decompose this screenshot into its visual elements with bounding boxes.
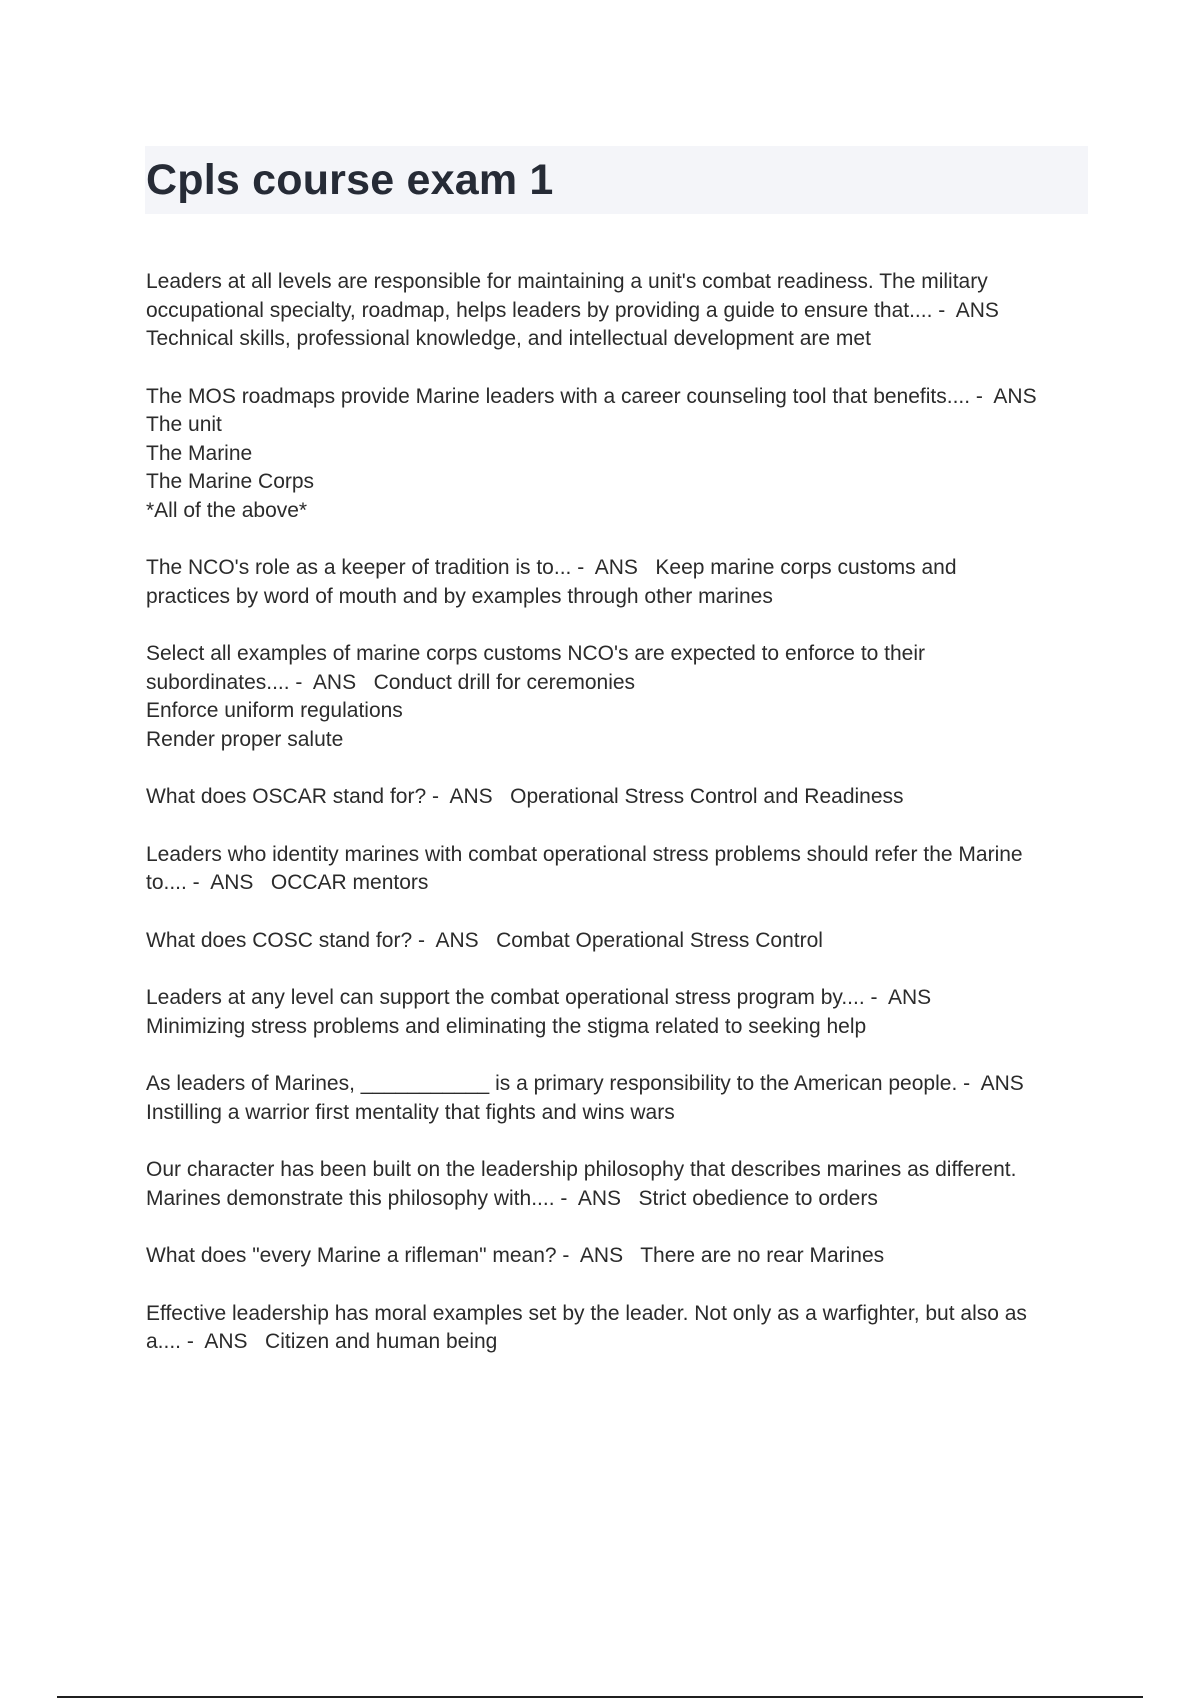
qa-line: Minimizing stress problems and eliminating the stigma related to seeking help (146, 1014, 867, 1038)
qa-line: subordinates.... - ANS Conduct drill for ceremonies (146, 670, 636, 694)
qa-item (146, 1070, 1096, 1127)
qa-item (146, 841, 1096, 898)
qa-line: What does COSC stand for? - ANS Combat Operational Stress Control (146, 928, 823, 952)
qa-line: What does OSCAR stand for? - ANS Operational Stress Control and Readiness (146, 785, 904, 808)
qa-item (146, 640, 1096, 754)
qa-item (146, 1242, 1096, 1271)
qa-item (146, 1156, 1096, 1213)
qa-line: *All of the above* (146, 498, 308, 522)
qa-line: a.... - ANS Citizen and human being (146, 1330, 498, 1353)
qa-line: The MOS roadmaps provide Marine leaders with a career counseling tool that benefits.... - ANS (146, 384, 1037, 408)
qa-line: Select all examples of marine corps customs NCO's are expected to enforce to their (146, 642, 926, 665)
qa-line: What does "every Marine a rifleman" mean? - ANS There are no rear Marines (146, 1244, 885, 1267)
qa-item (146, 1300, 1096, 1357)
qa-line: The NCO's role as a keeper of tradition is to... - ANS Keep marine corps customs and (146, 556, 957, 579)
qa-line: The Marine (146, 441, 253, 465)
qa-line: Our character has been built on the leadership philosophy that describes marines as different. (146, 1158, 1017, 1181)
qa-line: As leaders of Marines, ___________ is a primary responsibility to the American people. - ANS (146, 1072, 1024, 1095)
qa-item (146, 268, 1096, 354)
qa-list (146, 268, 1096, 1386)
qa-line: Leaders at any level can support the combat operational stress program by.... - ANS (146, 986, 932, 1009)
qa-line: The unit (146, 413, 222, 436)
qa-item (146, 554, 1096, 611)
qa-line: Instilling a warrior first mentality that fights and wins wars (146, 1100, 675, 1124)
qa-item (146, 783, 1096, 812)
title-banner (145, 146, 1088, 214)
qa-line: Leaders at all levels are responsible for maintaining a unit's combat readiness. The military (146, 270, 988, 293)
qa-line: Marines demonstrate this philosophy with.... - ANS Strict obedience to orders (146, 1186, 878, 1210)
qa-line: occupational specialty, roadmap, helps leaders by providing a guide to ensure that.... - ANS (146, 298, 999, 322)
qa-line: Effective leadership has moral examples set by the leader. Not only as a warfighter, but also as (146, 1301, 1027, 1325)
qa-line: practices by word of mouth and by examples through other marines (146, 584, 773, 608)
qa-line: Render proper salute (146, 727, 344, 751)
qa-line: Enforce uniform regulations (146, 699, 403, 722)
qa-item (146, 383, 1096, 526)
footer-divider (57, 1696, 1143, 1698)
document-title: Cpls course exam 1 (146, 155, 554, 204)
qa-line: The Marine Corps (146, 470, 315, 493)
qa-item (146, 927, 1096, 956)
qa-line: Technical skills, professional knowledge, and intellectual development are met (146, 327, 871, 350)
qa-line: to.... - ANS OCCAR mentors (146, 871, 429, 894)
qa-item (146, 984, 1096, 1041)
qa-line: Leaders who identity marines with combat operational stress problems should refer the Marine (146, 842, 1023, 866)
